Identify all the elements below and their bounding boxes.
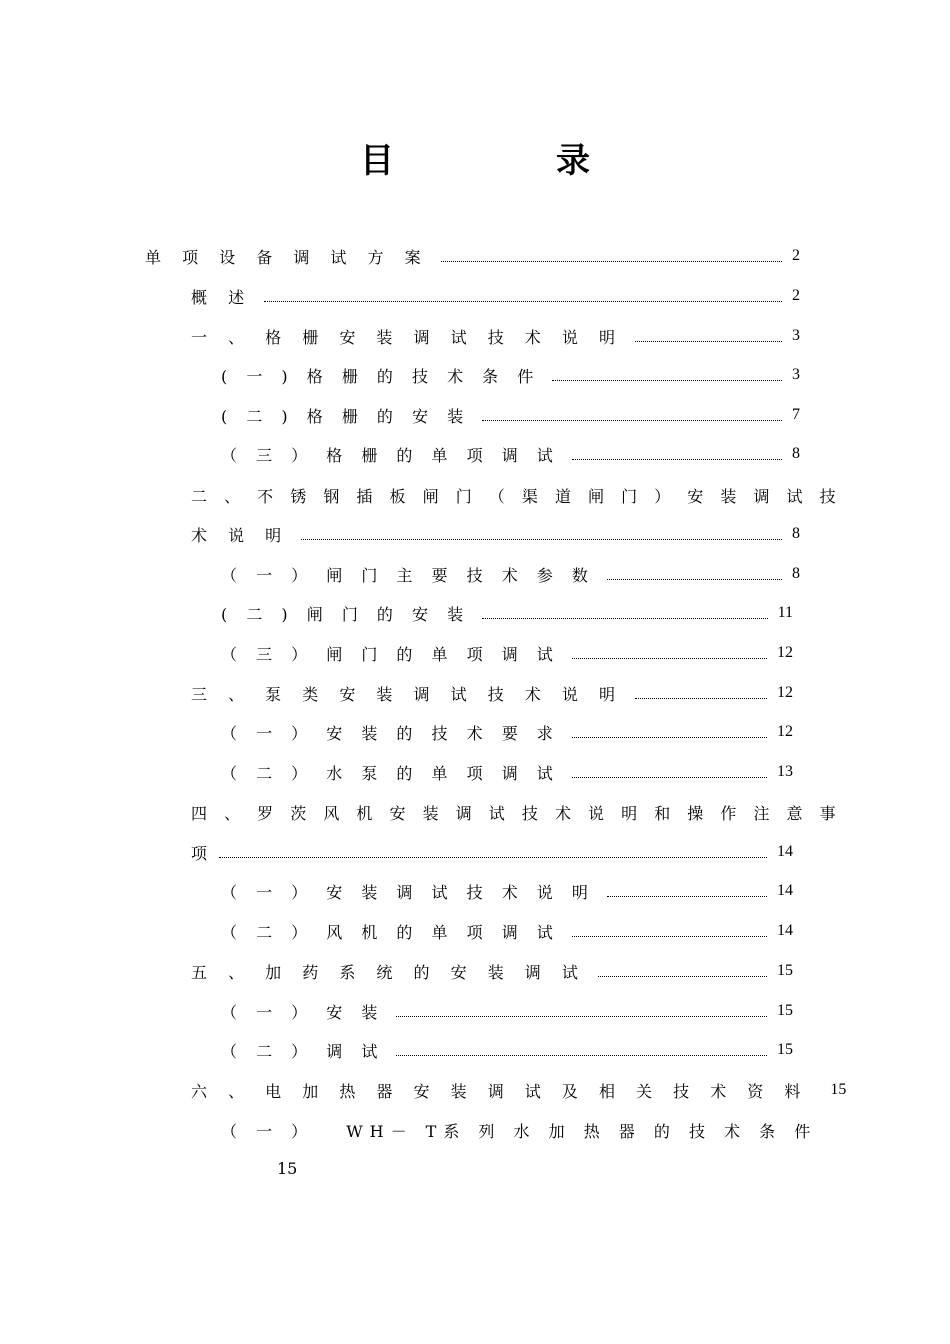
leader-dots <box>301 539 782 540</box>
toc-entry-page: 3 <box>792 366 800 383</box>
leader-dots <box>635 341 782 342</box>
toc-entry-label[interactable]: 四 、 罗 茨 风 机 安 装 调 试 技 术 说 明 和 操 作 注 意 事 <box>191 804 842 823</box>
toc-entry-label: ( 一 ) 格 栅 的 技 术 条 件 <box>221 366 541 386</box>
leader-dots <box>572 936 767 937</box>
leader-dots <box>598 976 767 977</box>
toc-entry-page: 15 <box>277 1159 298 1178</box>
toc-entry-label: 项 <box>191 843 208 863</box>
toc-entry-page: 8 <box>792 525 800 542</box>
toc-entry-label: ( 二 ) 闸 门 的 安 装 <box>221 604 471 624</box>
leader-dots <box>572 658 767 659</box>
toc-entry[interactable] <box>191 840 793 864</box>
toc-entry-label: （ 三 ） 闸 门 的 单 项 调 试 <box>221 644 560 664</box>
leader-dots <box>572 459 782 460</box>
toc-entry[interactable] <box>221 760 793 784</box>
toc-entry-page: 7 <box>792 406 800 423</box>
leader-dots <box>552 380 782 381</box>
toc-entry-page: 2 <box>792 247 800 264</box>
toc-entry[interactable] <box>221 720 793 744</box>
toc-entry-label: （ 一 ） 安 装 <box>221 1002 385 1022</box>
toc-entry-label: （ 一 ） 安 装 的 技 术 要 求 <box>221 723 560 743</box>
toc-entry[interactable] <box>191 324 800 348</box>
toc-entry-page: 15 <box>777 962 793 979</box>
toc-entry-page: 15 <box>777 1002 793 1019</box>
leader-dots <box>482 618 768 619</box>
toc-entry-label: 单 项 设 备 调 试 方 案 <box>145 247 429 267</box>
leader-dots <box>396 1055 767 1056</box>
toc-entry-page: 14 <box>777 882 793 899</box>
toc-entry-page: 2 <box>792 287 800 304</box>
toc-entry[interactable] <box>221 919 793 943</box>
toc-entry-page: 12 <box>777 644 793 661</box>
leader-dots <box>572 737 767 738</box>
toc-entry[interactable] <box>221 641 793 665</box>
toc-entry-label: （ 二 ） 风 机 的 单 项 调 试 <box>221 922 560 942</box>
leader-dots <box>441 261 782 262</box>
toc-entry-page: 14 <box>777 843 793 860</box>
toc-entry[interactable] <box>221 1038 793 1062</box>
toc-entry-page: 14 <box>777 922 793 939</box>
toc-entry-label: （ 一 ） 闸 门 主 要 技 术 参 数 <box>221 565 595 585</box>
leader-dots <box>396 1016 767 1017</box>
toc-entry-page: 3 <box>792 327 800 344</box>
toc-entry[interactable] <box>221 1118 818 1142</box>
toc-entry-label: （ 二 ） 调 试 <box>221 1041 385 1061</box>
leader-dots <box>607 896 767 897</box>
leader-dots <box>219 857 767 858</box>
toc-entry[interactable] <box>191 1078 847 1102</box>
toc-entry-label: 一 、 格 栅 安 装 调 试 技 术 说 明 <box>191 327 623 347</box>
toc-entry-page: 8 <box>792 445 800 462</box>
leader-dots <box>482 420 782 421</box>
toc-entry-label[interactable]: 二 、 不 锈 钢 插 板 闸 门 （ 渠 道 闸 门 ） 安 装 调 试 技 <box>191 487 842 506</box>
toc-entry[interactable] <box>145 244 800 268</box>
toc-entry-label: WH－ T系 列 水 加 热 器 的 技 术 条 件 <box>346 1121 818 1141</box>
toc-entry[interactable] <box>221 999 793 1023</box>
toc-entry-page: 15 <box>777 1041 793 1058</box>
page-title: 目 录 <box>360 141 654 181</box>
toc-entry-label: 概 述 <box>191 287 253 307</box>
toc-entry-label: 五 、 加 药 系 统 的 安 装 调 试 <box>191 962 586 982</box>
toc-entry[interactable] <box>191 681 793 705</box>
toc-entry-page: 12 <box>777 723 793 740</box>
leader-dots <box>572 777 767 778</box>
leader-dots <box>607 579 782 580</box>
toc-entry-label: 术 说 明 <box>191 525 290 545</box>
toc-entry-label: （ 一 ） <box>221 1121 315 1141</box>
toc-entry[interactable] <box>221 363 800 387</box>
toc-entry[interactable] <box>191 284 800 308</box>
toc-entry[interactable] <box>191 522 800 546</box>
toc-entry-label: 三 、 泵 类 安 装 调 试 技 术 说 明 <box>191 684 623 704</box>
toc-entry-page: 11 <box>777 604 793 621</box>
toc-entry[interactable] <box>221 601 793 625</box>
toc-entry[interactable] <box>191 959 793 983</box>
toc-entry[interactable] <box>221 403 800 427</box>
toc-entry-label: （ 一 ） 安 装 调 试 技 术 说 明 <box>221 882 595 902</box>
leader-dots <box>264 301 782 302</box>
toc-entry-label: 六 、 电 加 热 器 安 装 调 试 及 相 关 技 术 资 料 <box>191 1081 809 1101</box>
toc-entry[interactable] <box>221 562 800 586</box>
toc-entry-page: 13 <box>777 763 793 780</box>
toc-entry[interactable] <box>221 879 793 903</box>
toc-entry-label: ( 二 ) 格 栅 的 安 装 <box>221 406 471 426</box>
toc-entry-page: 12 <box>777 684 793 701</box>
toc-entry-label: （ 三 ） 格 栅 的 单 项 调 试 <box>221 445 560 465</box>
leader-dots <box>635 698 767 699</box>
toc-entry-page: 8 <box>792 565 800 582</box>
toc-entry-label: （ 二 ） 水 泵 的 单 项 调 试 <box>221 763 560 783</box>
toc-entry-page: 15 <box>830 1081 847 1098</box>
toc-entry[interactable] <box>221 442 800 466</box>
